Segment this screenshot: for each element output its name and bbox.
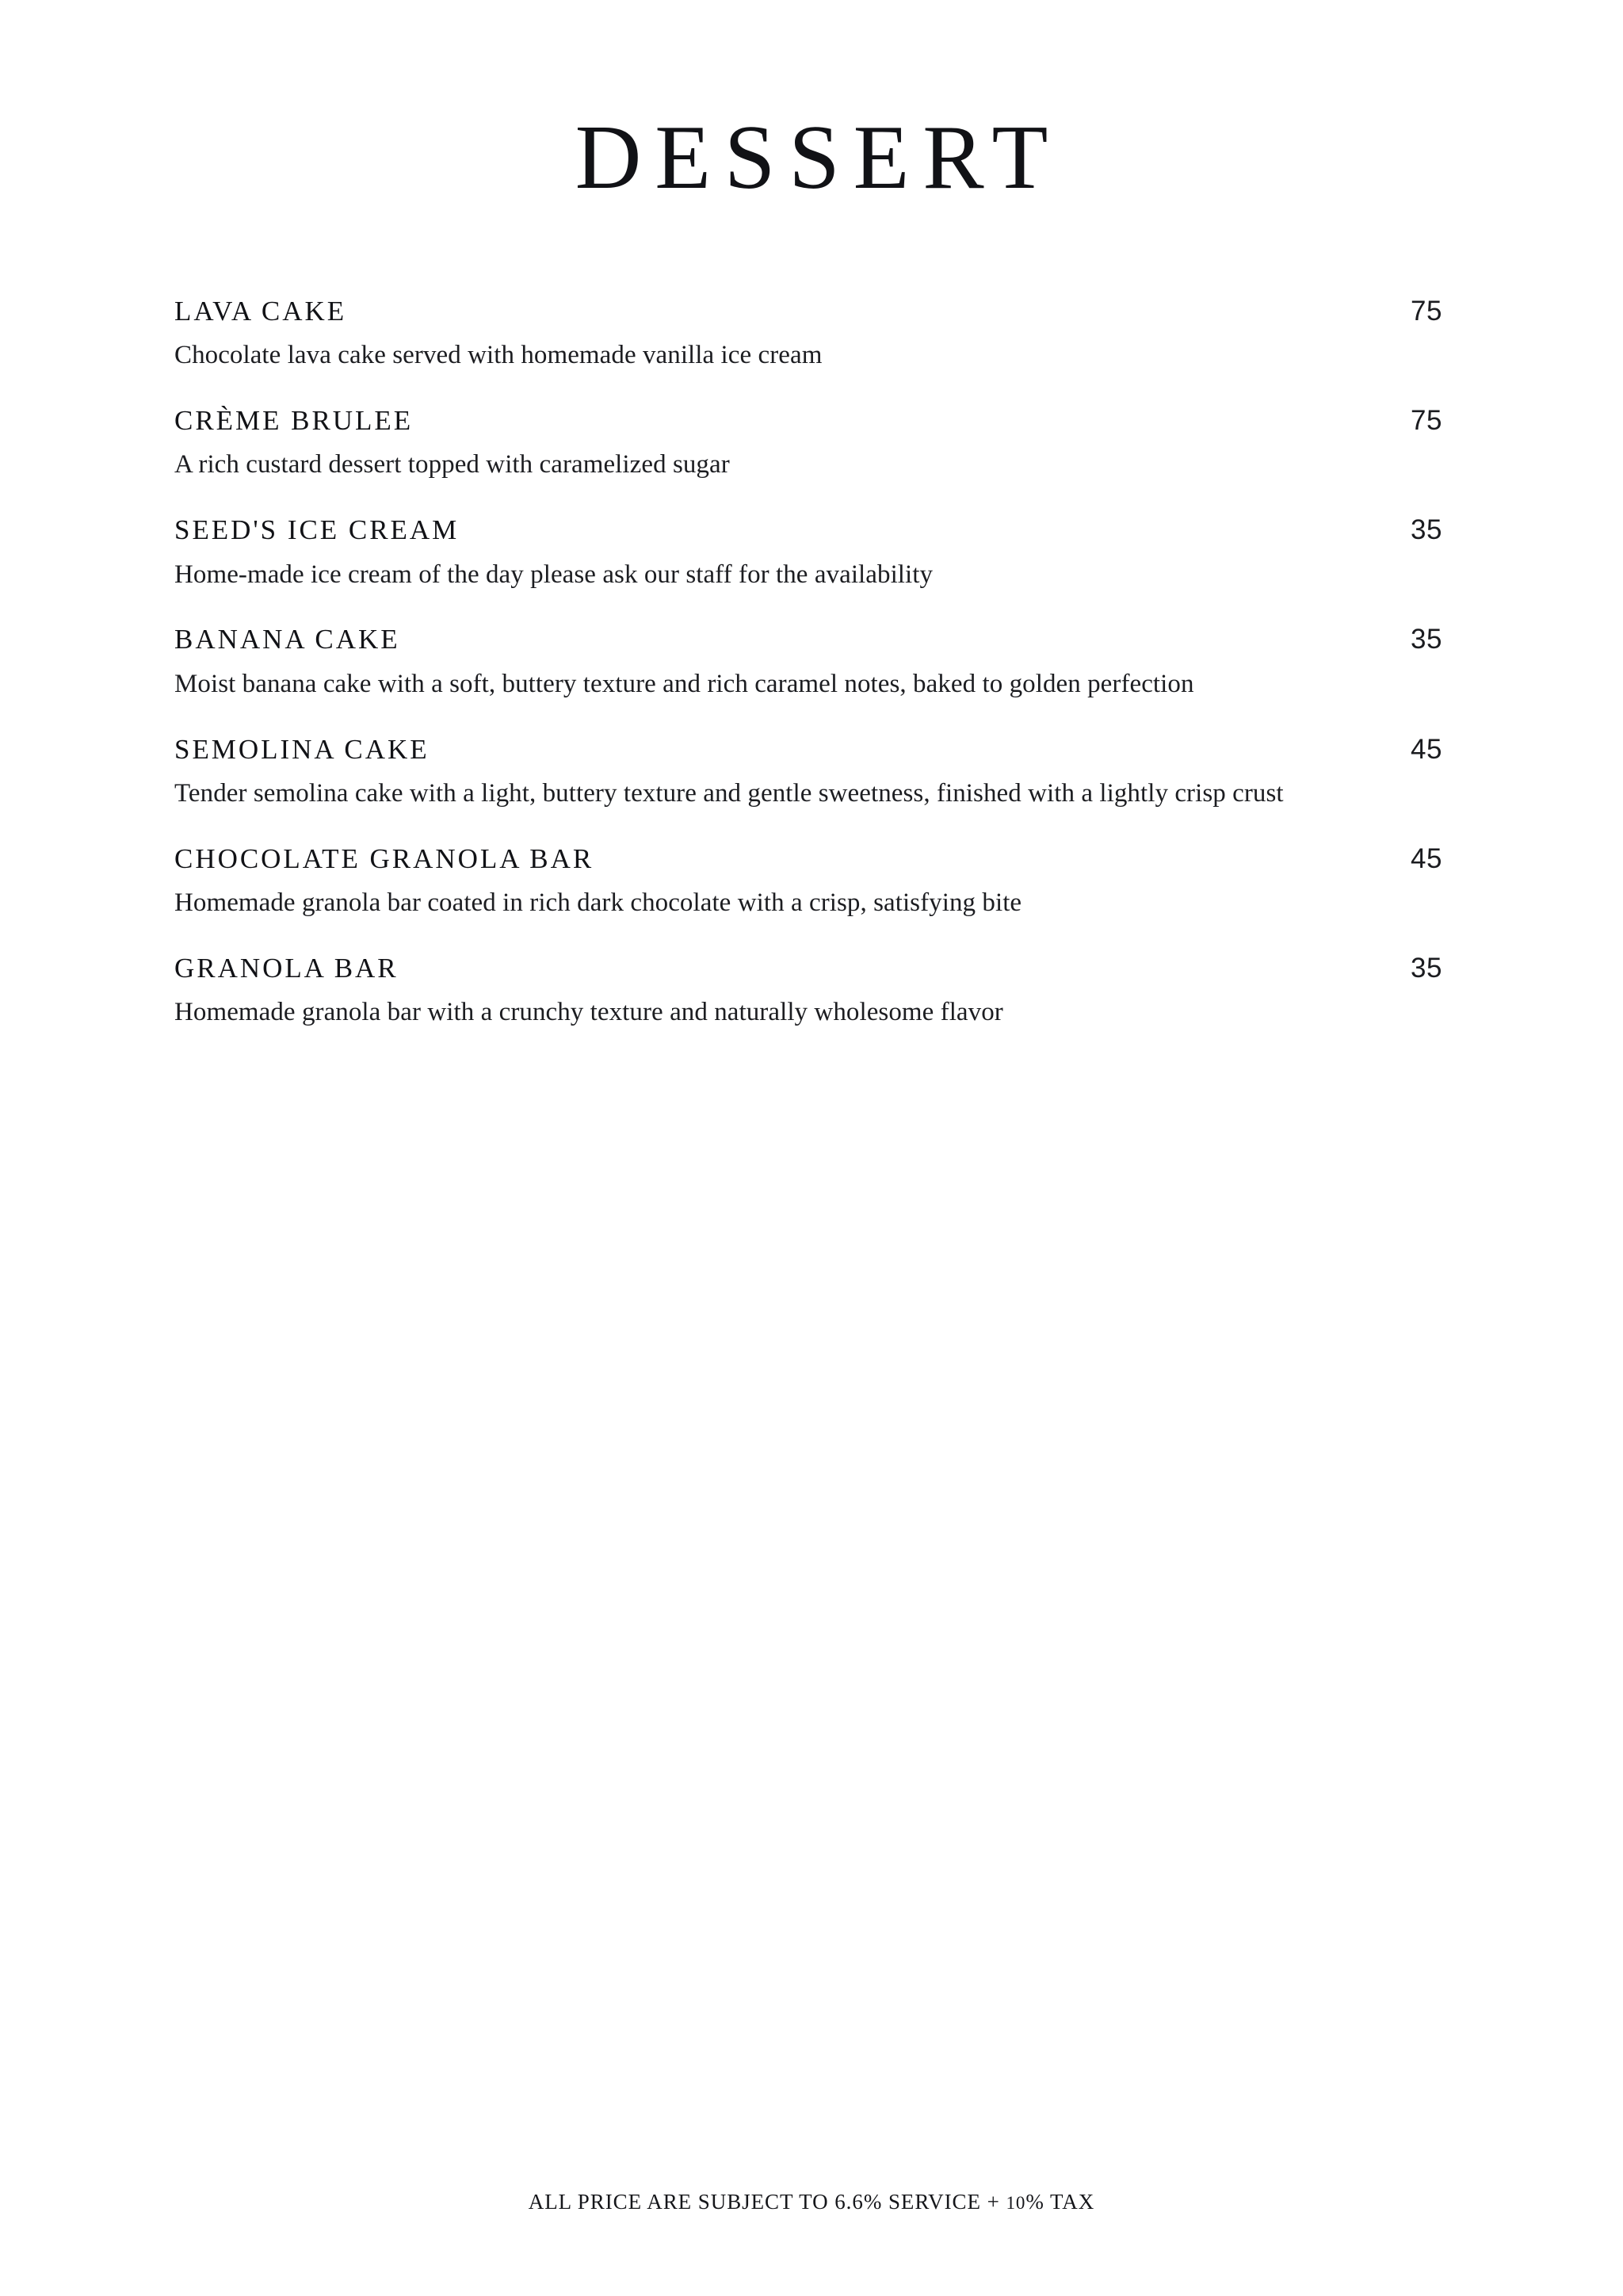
- menu-item-name: SEMOLINA CAKE: [174, 733, 430, 765]
- menu-item-price: 45: [1411, 842, 1442, 874]
- menu-item-header: [174, 733, 1442, 766]
- disclaimer-tax-number: 10: [1006, 2193, 1026, 2213]
- menu-item-header: [174, 842, 1442, 875]
- menu-item-price: 75: [1411, 296, 1442, 327]
- menu-item-header: [174, 404, 1442, 437]
- menu-item-price: 35: [1411, 514, 1442, 546]
- menu-item: [174, 295, 1442, 374]
- menu-item: [174, 733, 1442, 812]
- menu-item-name: CRÈME BRULEE: [174, 405, 414, 437]
- menu-item-description: Moist banana cake with a soft, buttery texture and rich caramel notes, baked to golden perfection: [174, 669, 1194, 698]
- menu-item: [174, 404, 1442, 483]
- menu-item-header: [174, 295, 1442, 327]
- menu-item-header: [174, 623, 1442, 655]
- menu-item-description: A rich custard dessert topped with caramelized sugar: [174, 450, 730, 479]
- menu-item-name: LAVA CAKE: [174, 296, 347, 327]
- menu-item: [174, 623, 1442, 702]
- menu-item-name: SEED'S ICE CREAM: [174, 514, 460, 546]
- menu-item-description: Home-made ice cream of the day please ask our staff for the availability: [174, 560, 934, 589]
- menu-item-description: Tender semolina cake with a light, buttery texture and gentle sweetness, finished with a lightly crisp crust: [174, 778, 1284, 808]
- menu-item: [174, 952, 1442, 1031]
- menu-item-price: 45: [1411, 733, 1442, 765]
- menu-item-price: 75: [1411, 405, 1442, 437]
- disclaimer-text-part-one: ALL PRICE ARE SUBJECT TO 6.6% SERVICE +: [528, 2190, 1006, 2214]
- menu-item-description: Chocolate lava cake served with homemade vanilla ice cream: [174, 341, 823, 370]
- menu-item: [174, 842, 1442, 922]
- menu-item-price: 35: [1411, 952, 1442, 984]
- menu-item-name: BANANA CAKE: [174, 624, 400, 655]
- menu-item-description: Homemade granola bar with a crunchy texture and naturally wholesome flavor: [174, 998, 1003, 1027]
- menu-item-list: [174, 295, 1442, 1031]
- menu-item-name: CHOCOLATE GRANOLA BAR: [174, 842, 594, 874]
- menu-item-price: 35: [1411, 624, 1442, 655]
- page-title: DESSERT: [575, 106, 1062, 208]
- menu-item-description: Homemade granola bar coated in rich dark chocolate with a crisp, satisfying bite: [174, 888, 1022, 918]
- menu-item: [174, 514, 1442, 593]
- price-disclaimer-note: [0, 2190, 1623, 2214]
- menu-item-header: [174, 952, 1442, 984]
- disclaimer-text-part-two: % TAX: [1025, 2190, 1095, 2214]
- menu-item-name: GRANOLA BAR: [174, 952, 399, 984]
- menu-item-header: [174, 514, 1442, 546]
